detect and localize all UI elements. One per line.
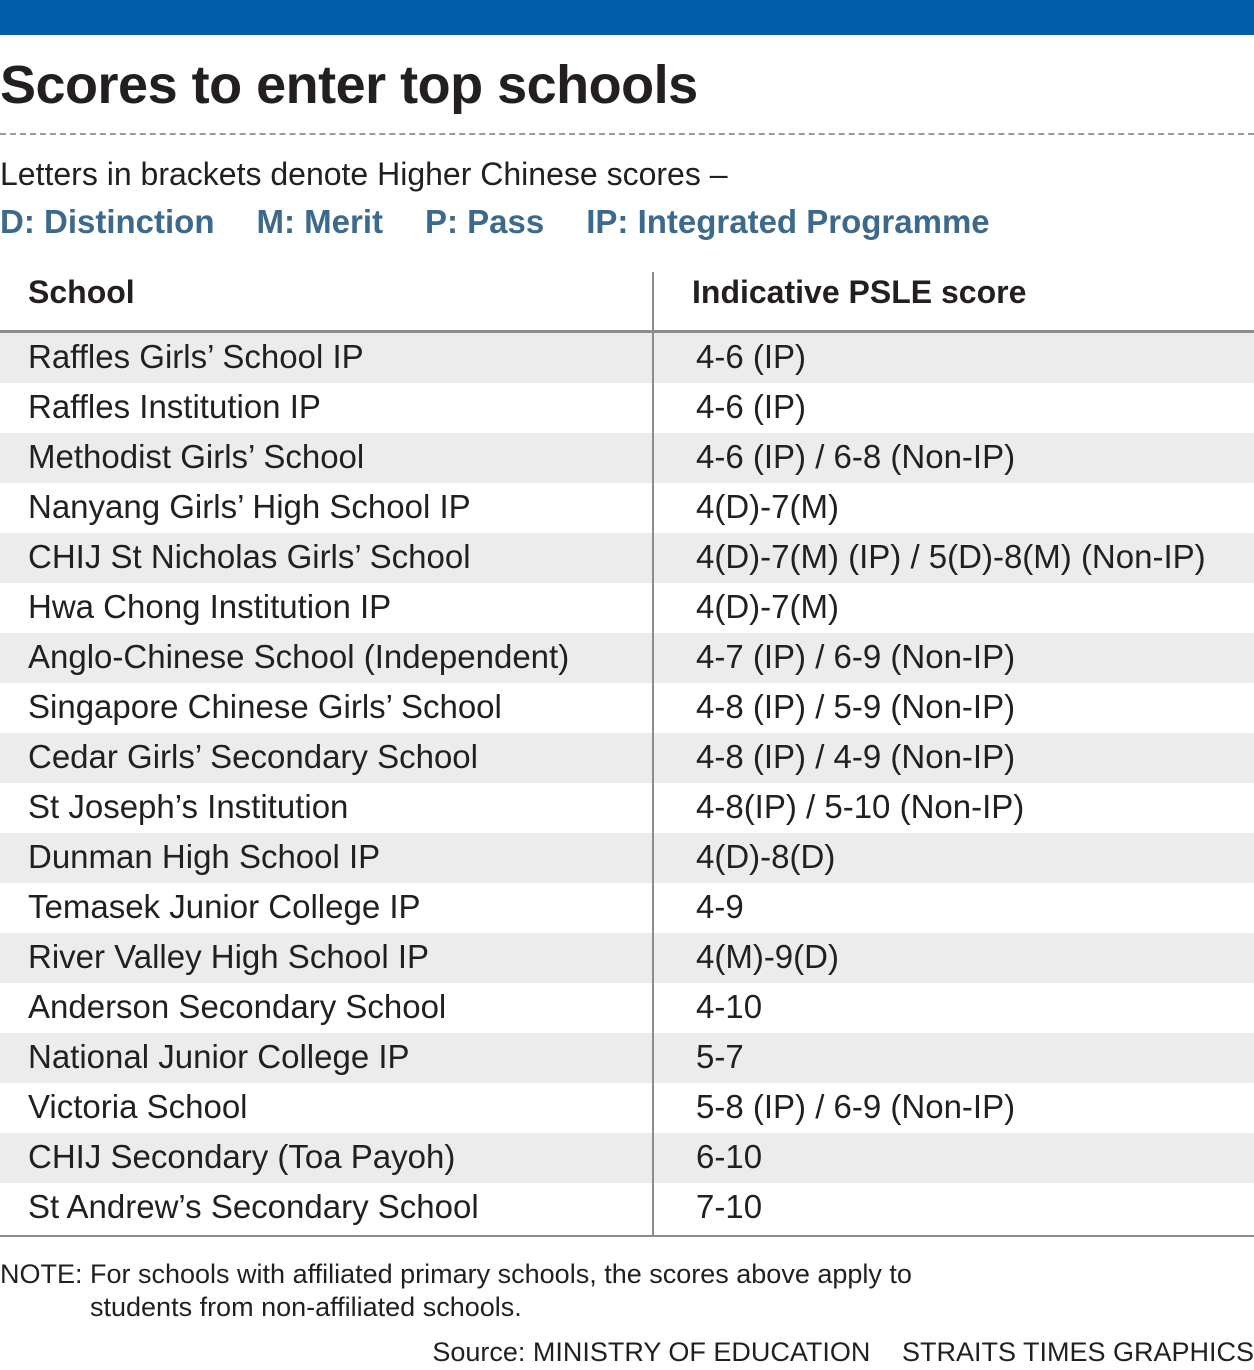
psle-score-cell: 4-7 (IP) / 6-9 (Non-IP) [696, 638, 1016, 675]
column-divider [652, 272, 654, 1235]
school-name-cell: Victoria School [28, 1088, 248, 1125]
table-row [0, 383, 1254, 433]
table-row [0, 633, 1254, 683]
legend-item-distinction: D: Distinction [0, 203, 215, 240]
legend-item-pass: P: Pass [424, 203, 545, 240]
school-name-cell: CHIJ Secondary (Toa Payoh) [28, 1138, 456, 1175]
psle-score-cell: 4(D)-7(M) [696, 488, 839, 525]
psle-score-cell: 5-7 [696, 1038, 744, 1075]
table-row [0, 733, 1254, 783]
legend-item-integrated-programme: IP: Integrated Programme [586, 203, 990, 240]
psle-score-cell: 7-10 [696, 1188, 763, 1225]
school-name-cell: Methodist Girls’ School [28, 438, 365, 475]
table-row [0, 1133, 1254, 1183]
psle-score-cell: 6-10 [696, 1138, 763, 1175]
school-name-cell: St Joseph’s Institution [28, 788, 349, 825]
psle-score-cell: 5-8 (IP) / 6-9 (Non-IP) [696, 1088, 1016, 1125]
dashed-divider [0, 133, 1254, 135]
table-row [0, 883, 1254, 933]
table-row [0, 1033, 1254, 1083]
school-name-cell: CHIJ St Nicholas Girls’ School [28, 538, 471, 575]
psle-score-cell: 4(D)-7(M) [696, 588, 839, 625]
psle-score-cell: 4(D)-7(M) (IP) / 5(D)-8(M) (Non-IP) [696, 538, 1206, 575]
psle-score-cell: 4(D)-8(D) [696, 838, 836, 875]
table-row [0, 533, 1254, 583]
source-credit: Source: MINISTRY OF EDUCATION [432, 1337, 871, 1367]
school-name-cell: Nanyang Girls’ High School IP [28, 488, 471, 525]
psle-score-cell: 4-8 (IP) / 5-9 (Non-IP) [696, 688, 1016, 725]
school-name-cell: National Junior College IP [28, 1038, 410, 1075]
subtitle: Letters in brackets denote Higher Chinese scores – [0, 156, 728, 192]
psle-score-cell: 4(M)-9(D) [696, 938, 839, 975]
school-name-cell: St Andrew’s Secondary School [28, 1188, 479, 1225]
credits [432, 1337, 1254, 1368]
psle-score-cell: 4-6 (IP) / 6-8 (Non-IP) [696, 438, 1016, 475]
table-row [0, 333, 1254, 383]
table-row [0, 983, 1254, 1033]
table-bottom-rule [0, 1235, 1254, 1237]
school-name-cell: River Valley High School IP [28, 938, 430, 975]
psle-score-cell: 4-8 (IP) / 4-9 (Non-IP) [696, 738, 1016, 775]
table-body [0, 333, 1254, 1233]
school-name-cell: Raffles Institution IP [28, 388, 321, 425]
psle-score-cell: 4-10 [696, 988, 763, 1025]
top-color-bar [0, 0, 1254, 35]
table-row [0, 933, 1254, 983]
school-name-cell: Hwa Chong Institution IP [28, 588, 392, 625]
column-header-score: Indicative PSLE score [692, 274, 1027, 310]
school-name-cell: Dunman High School IP [28, 838, 381, 875]
school-name-cell: Anglo-Chinese School (Independent) [28, 638, 570, 675]
psle-score-cell: 4-6 (IP) [696, 338, 807, 375]
school-name-cell: Singapore Chinese Girls’ School [28, 688, 502, 725]
table-row [0, 583, 1254, 633]
school-name-cell: Raffles Girls’ School IP [28, 338, 364, 375]
table-row [0, 483, 1254, 533]
chart-title: Scores to enter top schools [0, 55, 698, 115]
psle-score-cell: 4-8(IP) / 5-10 (Non-IP) [696, 788, 1025, 825]
footnote-line-2: students from non-affiliated schools. [90, 1292, 522, 1322]
column-header-school: School [28, 274, 135, 310]
table-row [0, 783, 1254, 833]
legend-item-merit: M: Merit [256, 203, 383, 240]
school-name-cell: Anderson Secondary School [28, 988, 447, 1025]
school-name-cell: Temasek Junior College IP [28, 888, 421, 925]
table-row [0, 433, 1254, 483]
table-row [0, 1083, 1254, 1133]
table-header [0, 268, 1254, 330]
graphics-credit: STRAITS TIMES GRAPHICS [901, 1337, 1254, 1367]
psle-score-cell: 4-9 [696, 888, 744, 925]
footnote-line-1: NOTE: For schools with affiliated primary schools, the scores above apply to [0, 1259, 912, 1289]
school-name-cell: Cedar Girls’ Secondary School [28, 738, 478, 775]
table-row [0, 1183, 1254, 1233]
footnote [0, 1258, 912, 1324]
table-row [0, 833, 1254, 883]
table-row [0, 683, 1254, 733]
psle-score-cell: 4-6 (IP) [696, 388, 807, 425]
legend [0, 203, 1032, 241]
